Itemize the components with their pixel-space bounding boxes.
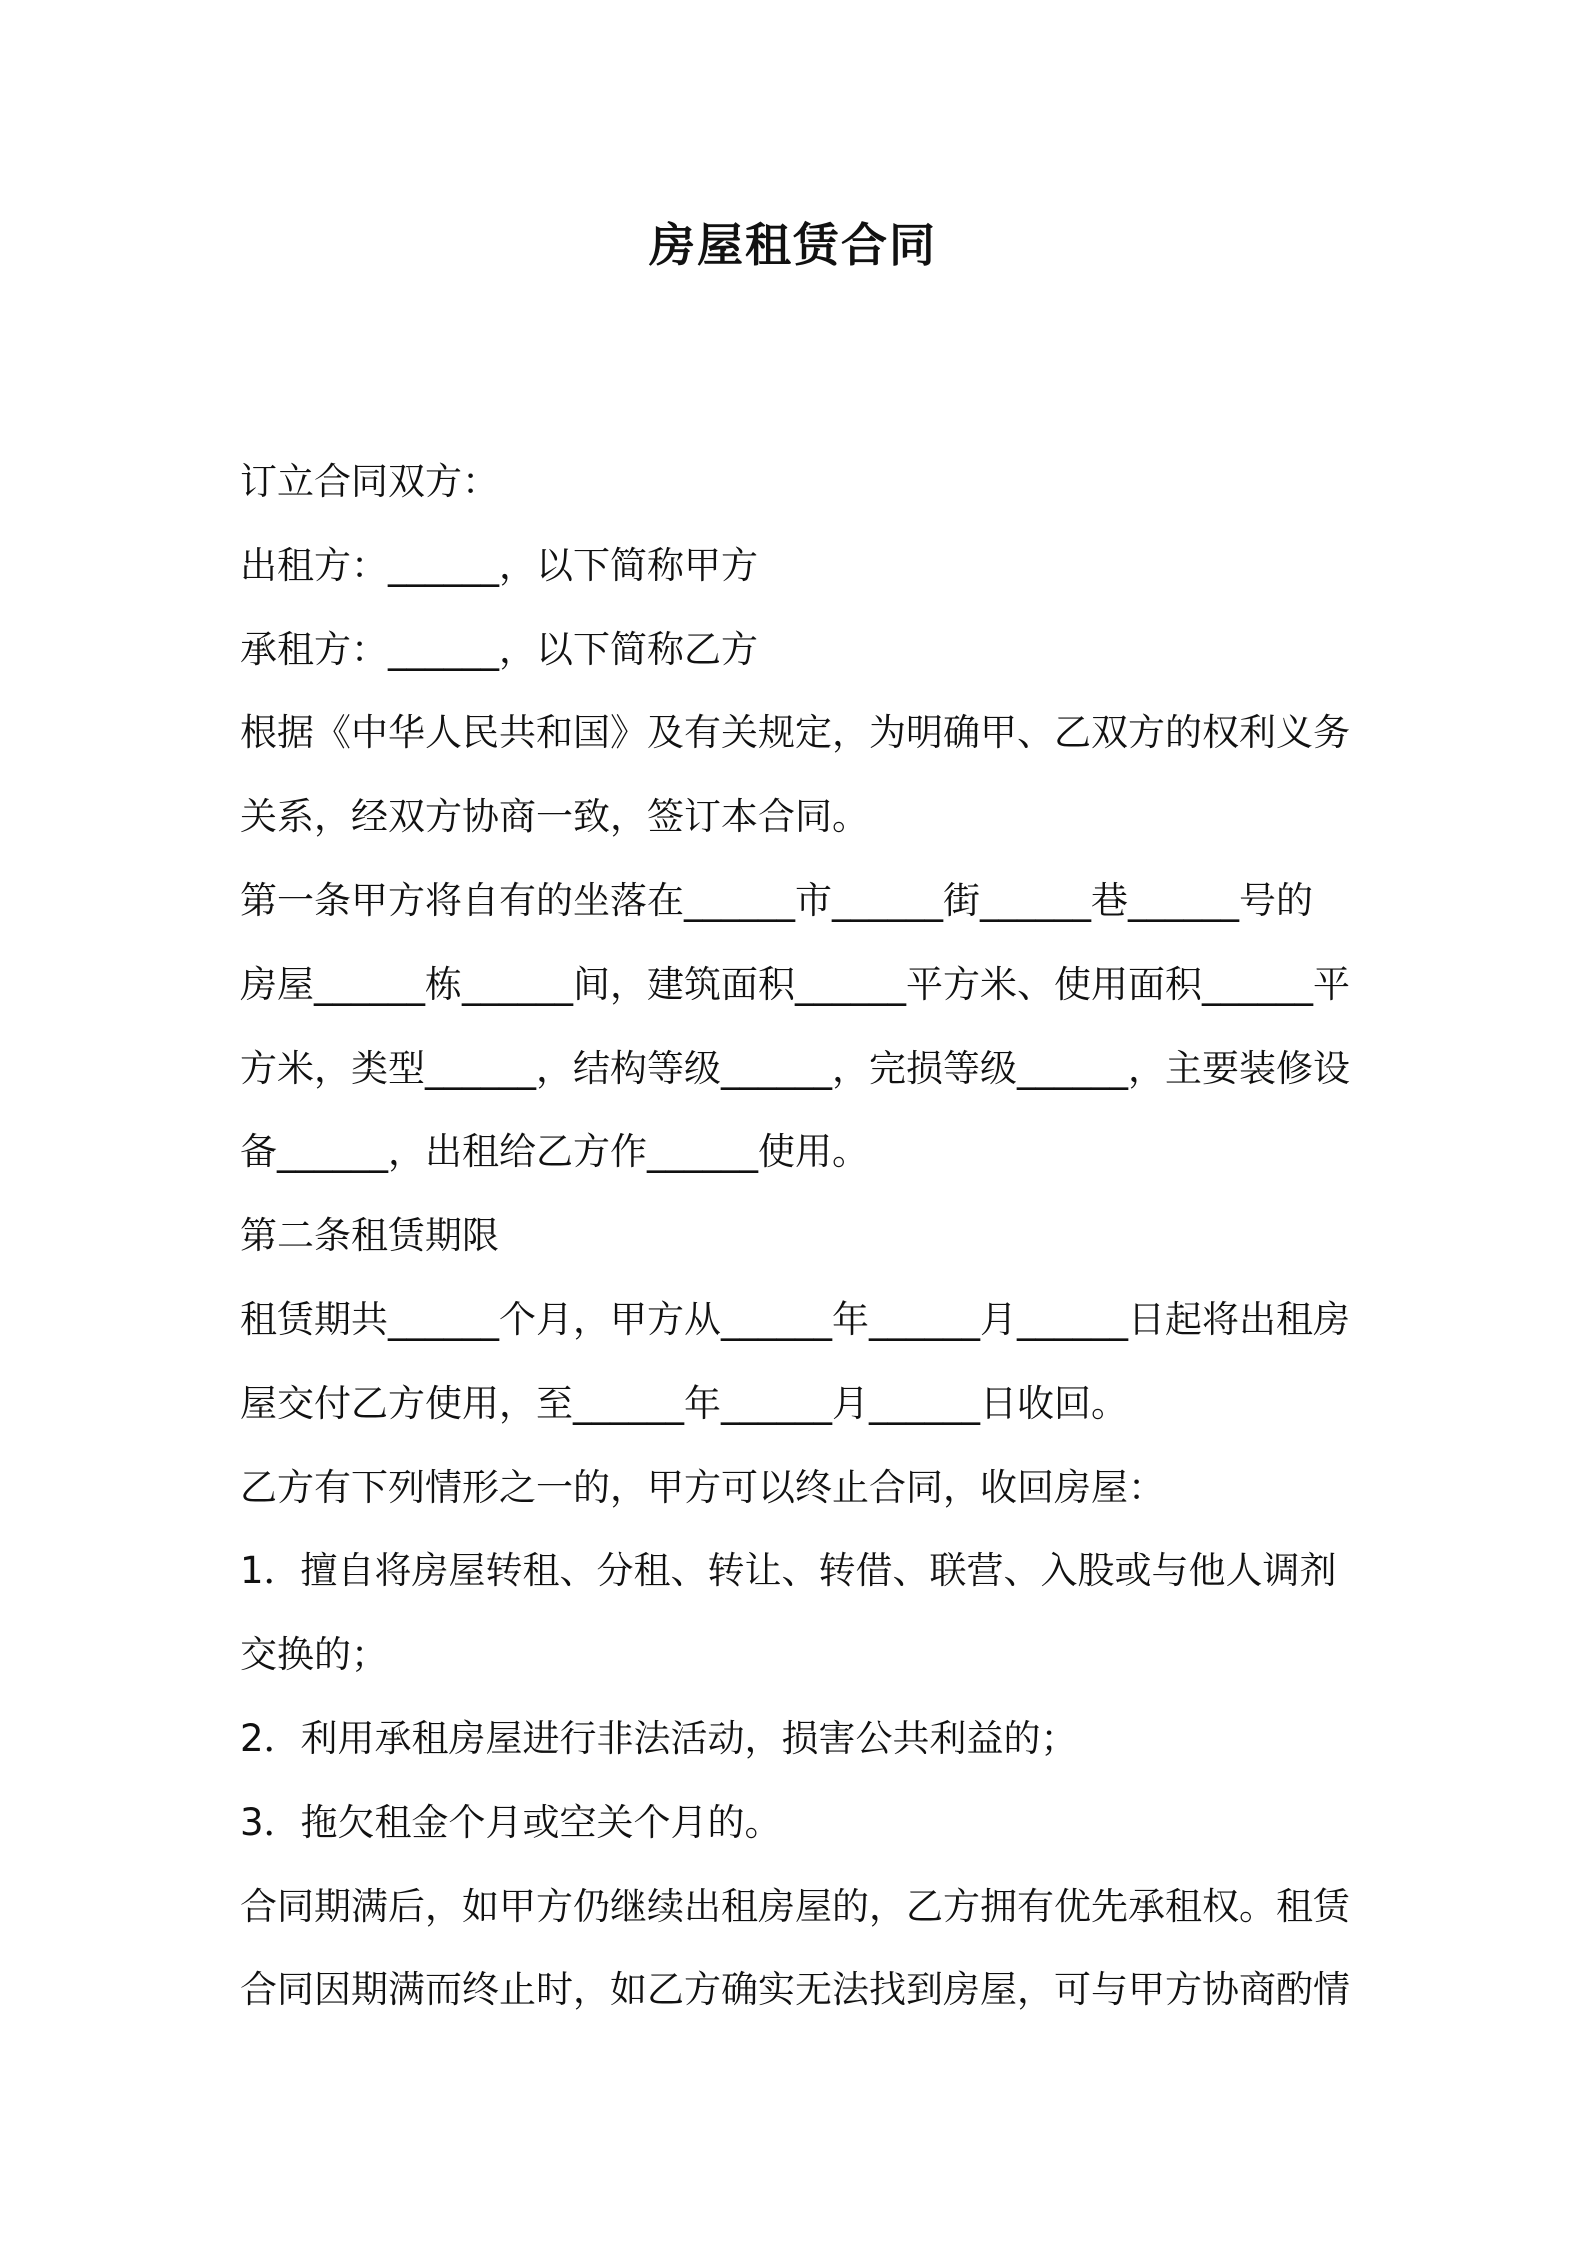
text-line: 合同期满后，如甲方仍继续出租房屋的，乙方拥有优先承租权。租赁 <box>240 1884 1350 1928</box>
text-line: 3．拖欠租金个月或空关个月的。 <box>240 1800 782 1844</box>
text-line: 第二条租赁期限 <box>240 1214 499 1258</box>
text-line: 1．擅自将房屋转租、分租、转让、转借、联营、入股或与他人调剂 <box>240 1549 1337 1593</box>
text-line: 2．利用承租房屋进行非法活动，损害公共利益的； <box>240 1716 1078 1760</box>
document-title: 房屋租赁合同 <box>649 218 937 272</box>
text-line: 交换的； <box>240 1633 388 1677</box>
text-line: 出租方：______，以下简称甲方 <box>240 543 758 587</box>
text-line: 租赁期共______个月，甲方从______年______月______日起将出租房 <box>240 1297 1350 1341</box>
text-line: 关系，经双方协商一致，签订本合同。 <box>240 795 869 839</box>
text-line: 房屋______栋______间，建筑面积______平方米、使用面积______平 <box>240 962 1350 1006</box>
text-line: 第一条甲方将自有的坐落在______市______街______巷______号的 <box>240 878 1313 922</box>
text-line: 合同因期满而终止时，如乙方确实无法找到房屋，可与甲方协商酌情 <box>240 1968 1350 2012</box>
contract-body <box>240 440 1360 2032</box>
text-line: 备______，出租给乙方作______使用。 <box>240 1130 869 1174</box>
text-line: 订立合同双方： <box>240 460 499 503</box>
text-line: 屋交付乙方使用，至______年______月______日收回。 <box>240 1381 1128 1425</box>
text-line: 方米，类型______，结构等级______，完损等级______，主要装修设 <box>240 1046 1350 1090</box>
text-line: 承租方：______，以下简称乙方 <box>240 627 758 671</box>
text-line: 乙方有下列情形之一的，甲方可以终止合同，收回房屋： <box>240 1465 1165 1509</box>
text-line: 根据《中华人民共和国》及有关规定，为明确甲、乙双方的权利义务 <box>240 711 1350 755</box>
